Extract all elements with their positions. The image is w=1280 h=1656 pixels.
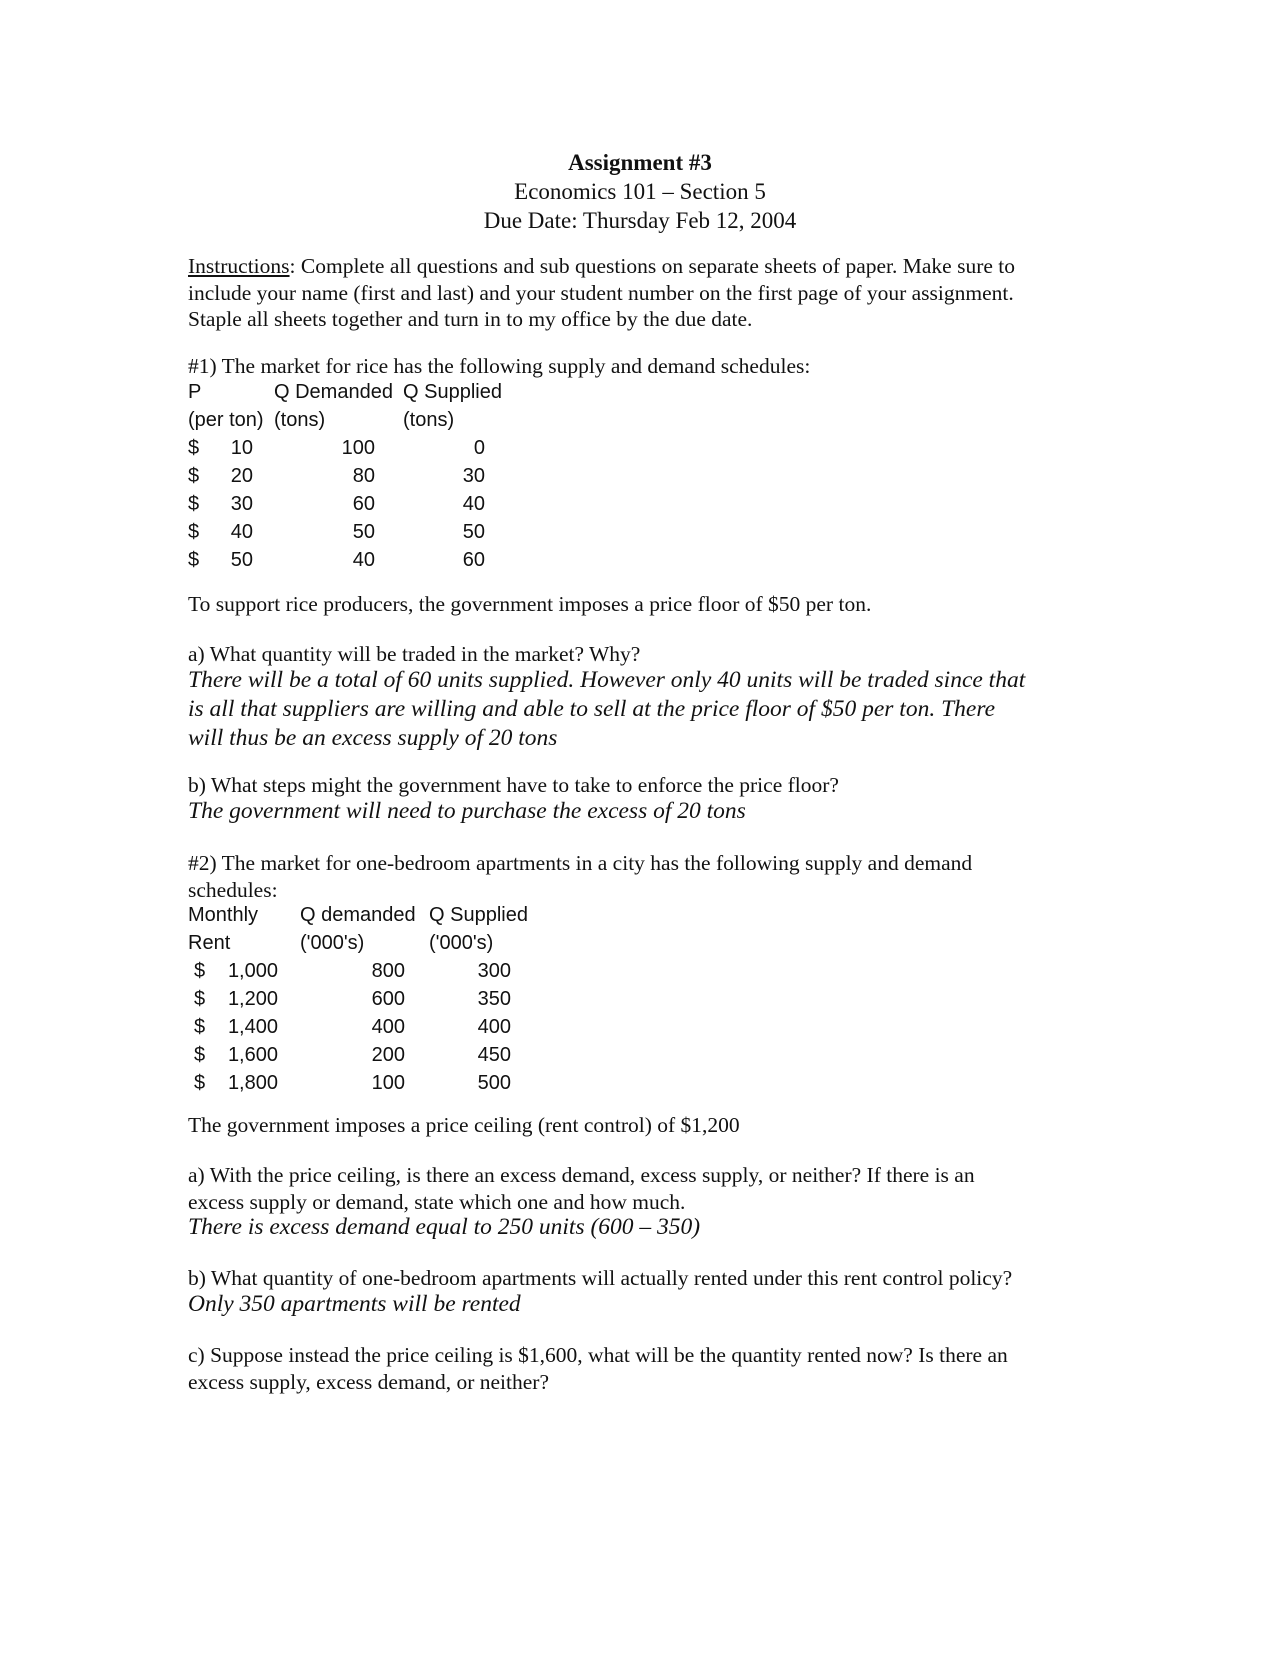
currency-symbol: $ [194,988,206,1010]
quantity-supplied-cell: 40 [462,493,485,515]
table-row [188,518,528,546]
instructions-line-3: Staple all sheets together and turn in to my office by the due date. [188,307,753,331]
rent-cell: 1,000 [227,960,278,982]
currency-symbol: $ [188,521,200,543]
q1-b-question: b) What steps might the government have to take to enforce the price floor? [188,773,839,797]
table-row [188,462,528,490]
quantity-demanded-cell: 100 [371,1072,405,1094]
quantity-demanded-cell: 40 [352,549,375,571]
q1-header-qs-unit: (tons) [403,409,455,431]
q2-a-question-line-2: excess supply or demand, state which one and how much. [188,1189,686,1214]
currency-symbol: $ [194,1016,206,1038]
assignment-title: Assignment #3 [568,150,712,175]
price-cell: 10 [230,437,253,459]
q2-intro [188,850,1088,903]
currency-symbol: $ [188,493,200,515]
table-row [188,490,528,518]
rent-cell: 1,600 [227,1044,278,1066]
price-cell: 50 [230,549,253,571]
q1-a-answer-line-2: is all that suppliers are willing and able to sell at the price floor of $50 per ton. There [188,696,996,722]
quantity-supplied-cell: 60 [462,549,485,571]
q1-table-header-row-1 [188,378,528,406]
currency-symbol: $ [194,1072,206,1094]
quantity-supplied-cell: 400 [477,1016,511,1038]
q1-table-header-row-2 [188,406,528,434]
course-line: Economics 101 – Section 5 [514,179,766,204]
q1-statement: To support rice producers, the government imposes a price floor of $50 per ton. [188,592,872,616]
q2-header-qs: Q Supplied [429,904,528,926]
q1-header-price-unit: (per ton) [188,409,264,431]
q2-header-qd: Q demanded [300,904,416,926]
q2-schedule-table [188,901,548,1097]
table-row [188,1041,548,1069]
quantity-demanded-cell: 50 [352,521,375,543]
q2-c-question [188,1342,1088,1395]
q2-intro-line-2: schedules: [188,877,278,902]
table-row [188,1069,548,1097]
q1-a-answer-line-3: will thus be an excess supply of 20 tons [188,725,558,751]
currency-symbol: $ [188,437,200,459]
q1-a-answer [188,666,1108,753]
q1-table-body [188,434,528,574]
q2-a-question [188,1162,1088,1215]
q1-header-price: P [188,381,202,403]
quantity-demanded-cell: 400 [371,1016,405,1038]
quantity-supplied-cell: 300 [477,960,511,982]
q2-statement: The government imposes a price ceiling (rent control) of $1,200 [188,1113,740,1137]
instructions-label: Instructions [188,254,290,278]
quantity-demanded-cell: 60 [352,493,375,515]
quantity-supplied-cell: 350 [477,988,511,1010]
q2-c-question-line-1: c) Suppose instead the price ceiling is $1,600, what will be the quantity rented now? Is there an [188,1343,1008,1367]
price-cell: 40 [230,521,253,543]
q2-a-answer: There is excess demand equal to 250 units (600 – 350) [188,1214,701,1240]
quantity-supplied-cell: 450 [477,1044,511,1066]
q2-a-question-line-1: a) With the price ceiling, is there an excess demand, excess supply, or neither? If there is an [188,1163,975,1187]
q2-header-rent: Monthly [188,904,259,926]
quantity-demanded-cell: 600 [371,988,405,1010]
rent-cell: 1,200 [227,988,278,1010]
instructions-text-1: : Complete all questions and sub questions on separate sheets of paper. Make sure to [289,254,1015,278]
quantity-supplied-cell: 500 [477,1072,511,1094]
q1-b-answer: The government will need to purchase the excess of 20 tons [188,798,746,824]
quantity-supplied-cell: 0 [473,437,485,459]
price-cell: 30 [230,493,253,515]
q1-header-qd-unit: (tons) [274,409,326,431]
q2-table-header-row-2 [188,929,548,957]
quantity-supplied-cell: 30 [462,465,485,487]
q2-intro-line-1: #2) The market for one-bedroom apartments in a city has the following supply and demand [188,851,973,875]
instructions-line-1 [188,253,1088,280]
currency-symbol: $ [194,960,206,982]
quantity-demanded-cell: 100 [341,437,375,459]
q2-header-qd-unit: ('000's) [300,932,365,954]
quantity-supplied-cell: 50 [462,521,485,543]
q1-header-qs: Q Supplied [403,381,502,403]
due-date-line: Due Date: Thursday Feb 12, 2004 [483,208,797,233]
rent-cell: 1,800 [227,1072,278,1094]
quantity-demanded-cell: 80 [352,465,375,487]
q1-a-question: a) What quantity will be traded in the market? Why? [188,642,641,666]
table-row [188,985,548,1013]
q1-a-answer-line-1: There will be a total of 60 units supplied. However only 40 units will be traded since that [188,667,1026,693]
price-cell: 20 [230,465,253,487]
currency-symbol: $ [188,465,200,487]
instructions-line-2: include your name (first and last) and your student number on the first page of your assignment. [188,280,1014,305]
q2-header-rent-2: Rent [188,932,231,954]
q2-table-body [188,957,548,1097]
table-row [188,546,528,574]
table-row [188,957,548,985]
q2-header-qs-unit: ('000's) [429,932,494,954]
q2-b-answer: Only 350 apartments will be rented [188,1291,521,1317]
instructions-block [188,253,1088,333]
q2-c-question-line-2: excess supply, excess demand, or neither? [188,1369,549,1394]
table-row [188,1013,548,1041]
table-row [188,434,528,462]
currency-symbol: $ [194,1044,206,1066]
q2-table-header-row-1 [188,901,548,929]
quantity-demanded-cell: 200 [371,1044,405,1066]
rent-cell: 1,400 [227,1016,278,1038]
q2-b-question: b) What quantity of one-bedroom apartments will actually rented under this rent control policy? [188,1266,1013,1290]
q1-intro: #1) The market for rice has the following supply and demand schedules: [188,354,811,378]
currency-symbol: $ [188,549,200,571]
document-header [0,148,1280,235]
quantity-demanded-cell: 800 [371,960,405,982]
q1-header-qd: Q Demanded [274,381,393,403]
q1-schedule-table [188,378,528,574]
